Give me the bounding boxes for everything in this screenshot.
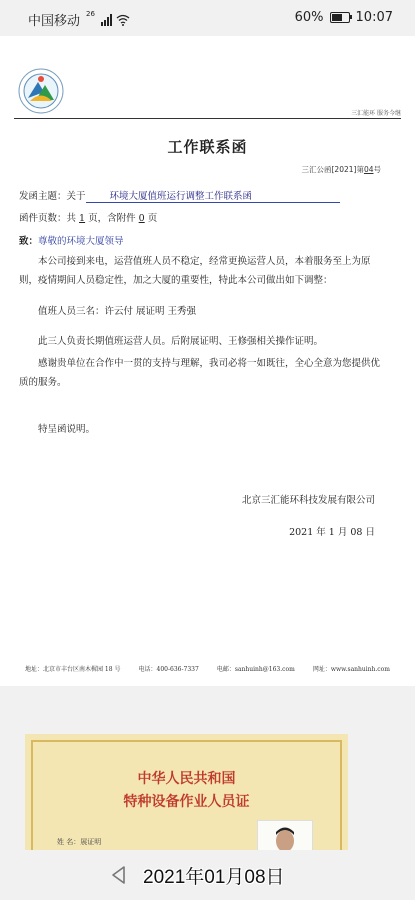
footer-email: 电邮：sanhuinh@163.com	[216, 666, 295, 673]
recipient-row	[19, 233, 124, 247]
page-gap	[0, 686, 415, 732]
letterhead-footer	[25, 664, 390, 673]
footer-phone: 电话：400-636-7337	[138, 666, 199, 673]
subject-value: 环境大厦值班运行调整工作联系函	[86, 188, 340, 203]
signature-company: 北京三汇能环科技发展有限公司	[241, 495, 375, 506]
body-paragraph-2: 值班人员三名：许云付 展证明 王秀强	[38, 306, 197, 317]
header-divider	[14, 118, 401, 119]
date-watermark: 2021年01月08日	[143, 867, 285, 888]
carrier-name: 中国移动	[28, 14, 81, 29]
attachment-count: 0	[138, 213, 145, 224]
body-paragraph-3: 此三人负责长期值班运营人员。后附展证明、王修强相关操作证明。	[38, 336, 324, 347]
body-paragraph-4: 感谢贵单位在合作中一贯的支持与理解，我司必将一如既往，全心全意为您提供优质的服务。	[19, 358, 381, 388]
status-right	[295, 10, 393, 25]
status-left	[28, 10, 130, 29]
recipient-name: 尊敬的环境大厦领导	[38, 236, 124, 247]
document-title: 工作联系函	[167, 138, 248, 156]
company-logo-icon	[18, 68, 64, 114]
pages-suffix: 页	[147, 213, 158, 224]
document-number	[302, 164, 382, 175]
status-bar	[0, 0, 415, 36]
doc-no-suffix: 号	[373, 165, 381, 174]
signature-date: 2021 年 1 月 08 日	[289, 527, 375, 538]
subject-label: 发函主题：关于	[19, 191, 86, 202]
subject-row	[19, 188, 340, 203]
certificate-title-2: 特种设备作业人员证	[123, 794, 250, 810]
pages-mid-text: 页，含附件	[88, 213, 136, 224]
certificate-photo	[257, 820, 313, 854]
certificate-page[interactable]	[25, 734, 348, 854]
pages-row	[19, 210, 157, 224]
doc-no-prefix: 三汇公函[2021]第	[301, 165, 364, 174]
pages-label: 函件页数：共	[19, 213, 77, 224]
battery-percent: 60%	[294, 10, 324, 25]
body-paragraph-5: 特呈函说明。	[38, 424, 96, 435]
certificate-title-1: 中华人民共和国	[137, 771, 236, 787]
footer-website: 网址：www.sanhuinh.com	[312, 666, 390, 673]
wifi-icon	[116, 14, 130, 26]
body-paragraph-1: 本公司接到来电，运营值班人员不稳定，经常更换运营人员，本着服务至上为原则，疫情期间人员稳定性，加之大厦的重要性，特此本公司做出如下调整：	[19, 256, 371, 286]
bottom-bar	[0, 850, 415, 900]
footer-address: 地址：北京市丰台区南木樨园 18 号	[25, 666, 121, 673]
recipient-label: 致：	[19, 236, 39, 247]
doc-no-value: 04	[363, 165, 374, 174]
pages-count: 1	[79, 213, 86, 224]
back-triangle-icon[interactable]	[108, 864, 130, 886]
battery-icon	[330, 12, 350, 23]
letterhead-slogan: 三汇能环 服务今继	[351, 110, 401, 117]
network-type: 26	[86, 9, 95, 18]
certificate-name-row: 姓 名：展证明	[57, 838, 102, 846]
clock: 10:07	[355, 10, 393, 25]
signal-icon	[101, 14, 112, 26]
document-page[interactable]	[0, 36, 415, 686]
